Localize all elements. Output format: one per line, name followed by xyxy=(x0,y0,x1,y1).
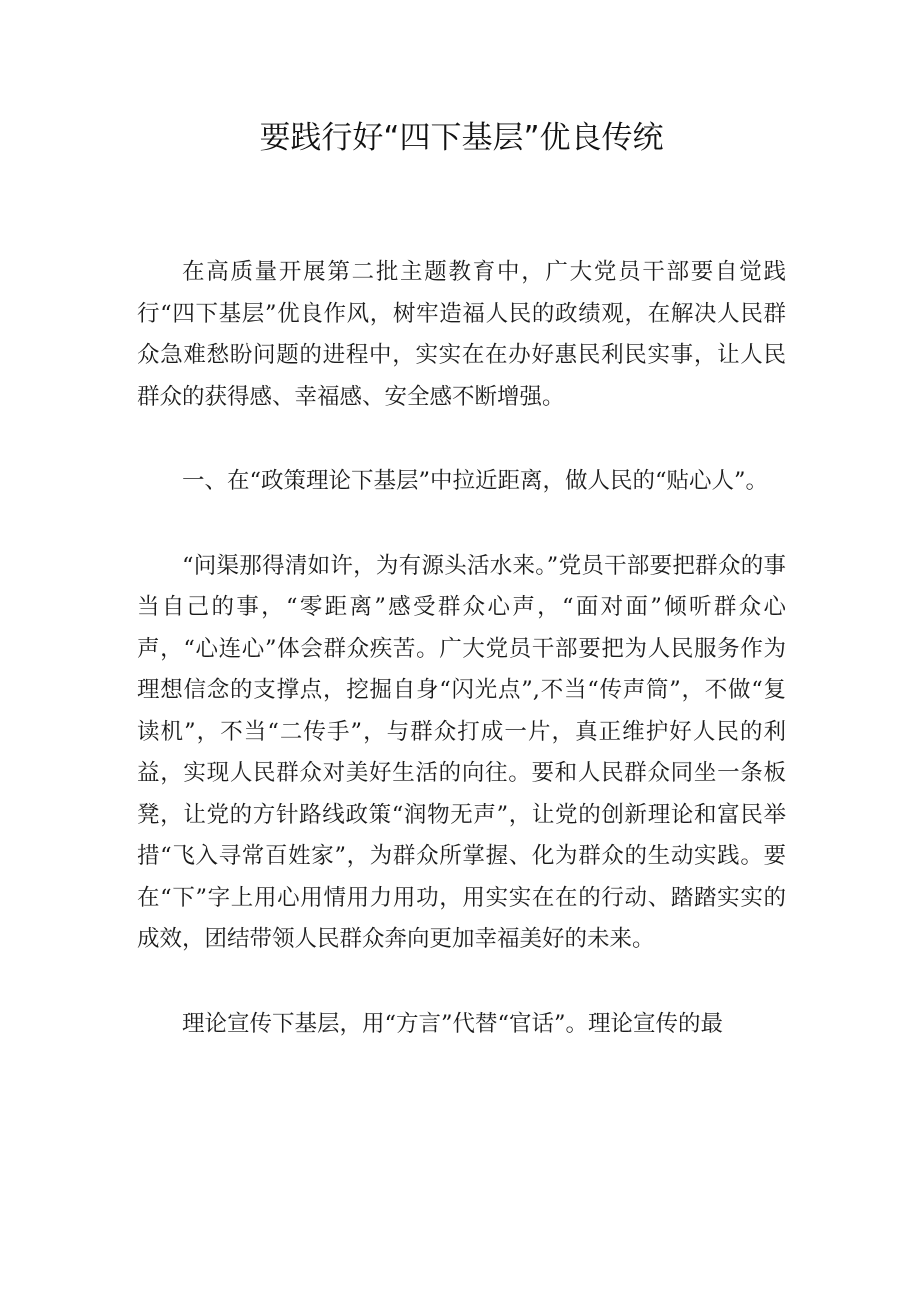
paragraph-continued: 理论宣传下基层，用“方言”代替“官话”。理论宣传的最 xyxy=(182,1010,724,1037)
paragraph-body: “问渠那得清如许，为有源头活水来。”党员干部要把群众的事当自己的事，“零距离”感受群众心声，“面对面”倾听群众心声，“心连心”体会群众疾苦。广大党员干部要把为人民服务作为理想信念的支撑点，挖掘自身“闪光点”,不当“传声筒”，不做“复读机”，不当“二传手”，与群众打成一片，真正维护好人民的利益，实现人民群众对美好生活的向往。要和人民群众同坐一条板凳，让党的方针路线政策“润物无声”，让党的创新理论和富民举措“飞入寻常百姓家”，为群众所掌握、化为群众的生动实践。要在“下”字上用心用情用力用功，用实实在在的行动、踏踏实实的成效，团结带领人民群众奔向更加幸福美好的未来。 xyxy=(137,552,786,952)
document-title: 要践行好“四下基层”优良传统 xyxy=(259,120,664,156)
paragraph-section-heading: 一、在“政策理论下基层”中拉近距离，做人民的“贴心人”。 xyxy=(182,468,769,494)
paragraph-intro: 在高质量开展第二批主题教育中，广大党员干部要自觉践行“四下基层”优良作风，树牢造福人民的政绩观，在解决人民群众急难愁盼问题的进程中，实实在在办好惠民利民实事，让人民群众的获得感、幸福感、安全感不断增强。 xyxy=(137,259,786,410)
